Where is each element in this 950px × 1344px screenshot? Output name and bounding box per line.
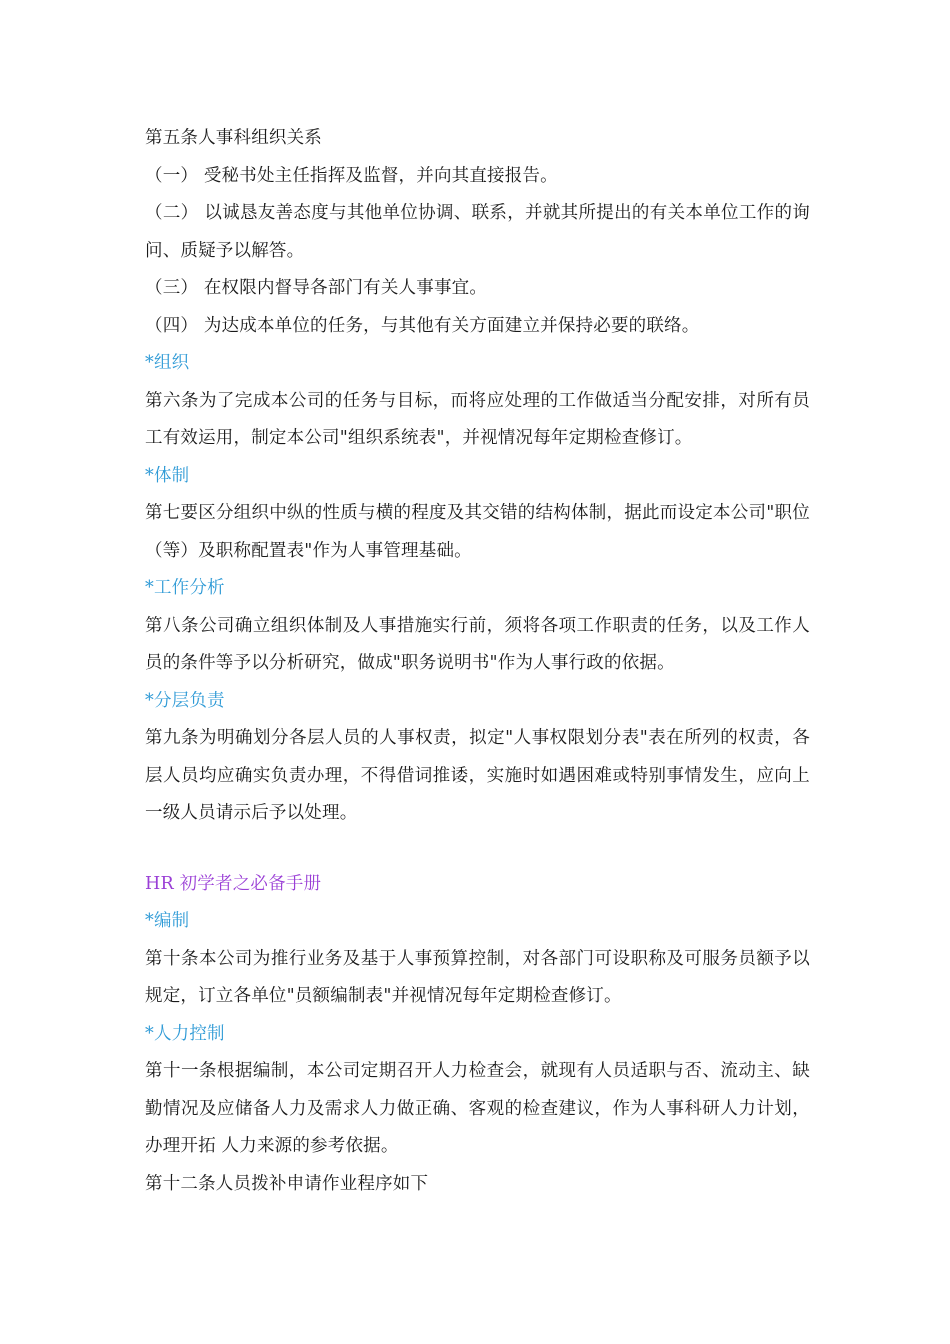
section-heading-job-analysis: *工作分析 — [145, 578, 225, 598]
article5-title: 第五条人事科组织关系 — [145, 128, 322, 148]
hr-handbook-title: HR 初学者之必备手册 — [145, 873, 322, 894]
article5-item-3: （三） 在权限内督导各部门有关人事事宜。 — [145, 278, 488, 298]
article7-paragraph: 第七要区分组织中纵的性质与横的程度及其交错的结构体制，据此而设定本公司"职位（等）及职称配置表"作为人事管理基础。 — [145, 503, 810, 561]
section-heading-staffing: *编制 — [145, 911, 190, 931]
article10-paragraph: 第十条本公司为推行业务及基于人事预算控制，对各部门可设职称及可服务员额予以规定，订立各单位"员额编制表"并视情况每年定期检查修订。 — [145, 948, 810, 1006]
section-heading-manpower-control: *人力控制 — [145, 1023, 225, 1044]
article12-paragraph: 第十二条人员拨补申请作业程序如下 — [145, 1173, 429, 1194]
section-heading-layered-responsibility: *分层负责 — [145, 690, 225, 711]
section-spacer — [145, 833, 810, 866]
document-page — [145, 120, 810, 1203]
article5-item-1: （一） 受秘书处主任指挥及监督，并向其直接报告。 — [145, 165, 558, 186]
article9-paragraph: 第九条为明确划分各层人员的人事权责，拟定"人事权限划分表"表在所列的权责，各层人员均应确实负责办理，不得借词推诿，实施时如遇困难或特别事情发生，应向上一级人员请示后予以处理。 — [145, 728, 810, 823]
article8-paragraph: 第八条公司确立组织体制及人事措施实行前，须将各项工作职责的任务，以及工作人员的条件等予以分析研究，做成"职务说明书"作为人事行政的依据。 — [145, 615, 810, 673]
section-heading-system: *体制 — [145, 465, 190, 486]
section-heading-organization: *组织 — [145, 353, 190, 373]
article5-item-2: （二） 以诚恳友善态度与其他单位协调、联系，并就其所提出的有关本单位工作的询问、质疑予以解答。 — [145, 203, 810, 261]
article5-item-4: （四） 为达成本单位的任务，与其他有关方面建立并保持必要的联络。 — [145, 315, 700, 336]
article11-paragraph: 第十一条根据编制，本公司定期召开人力检查会，就现有人员适职与否、流动主、缺勤情况及应储备人力及需求人力做正确、客观的检查建议，作为人事科研人力计划，办理开拓 人力来源的参考依据。 — [145, 1061, 810, 1156]
article6-paragraph: 第六条为了完成本公司的任务与目标，而将应处理的工作做适当分配安排，对所有员工有效运用，制定本公司"组织系统表"，并视情况每年定期检查修订。 — [145, 390, 810, 448]
